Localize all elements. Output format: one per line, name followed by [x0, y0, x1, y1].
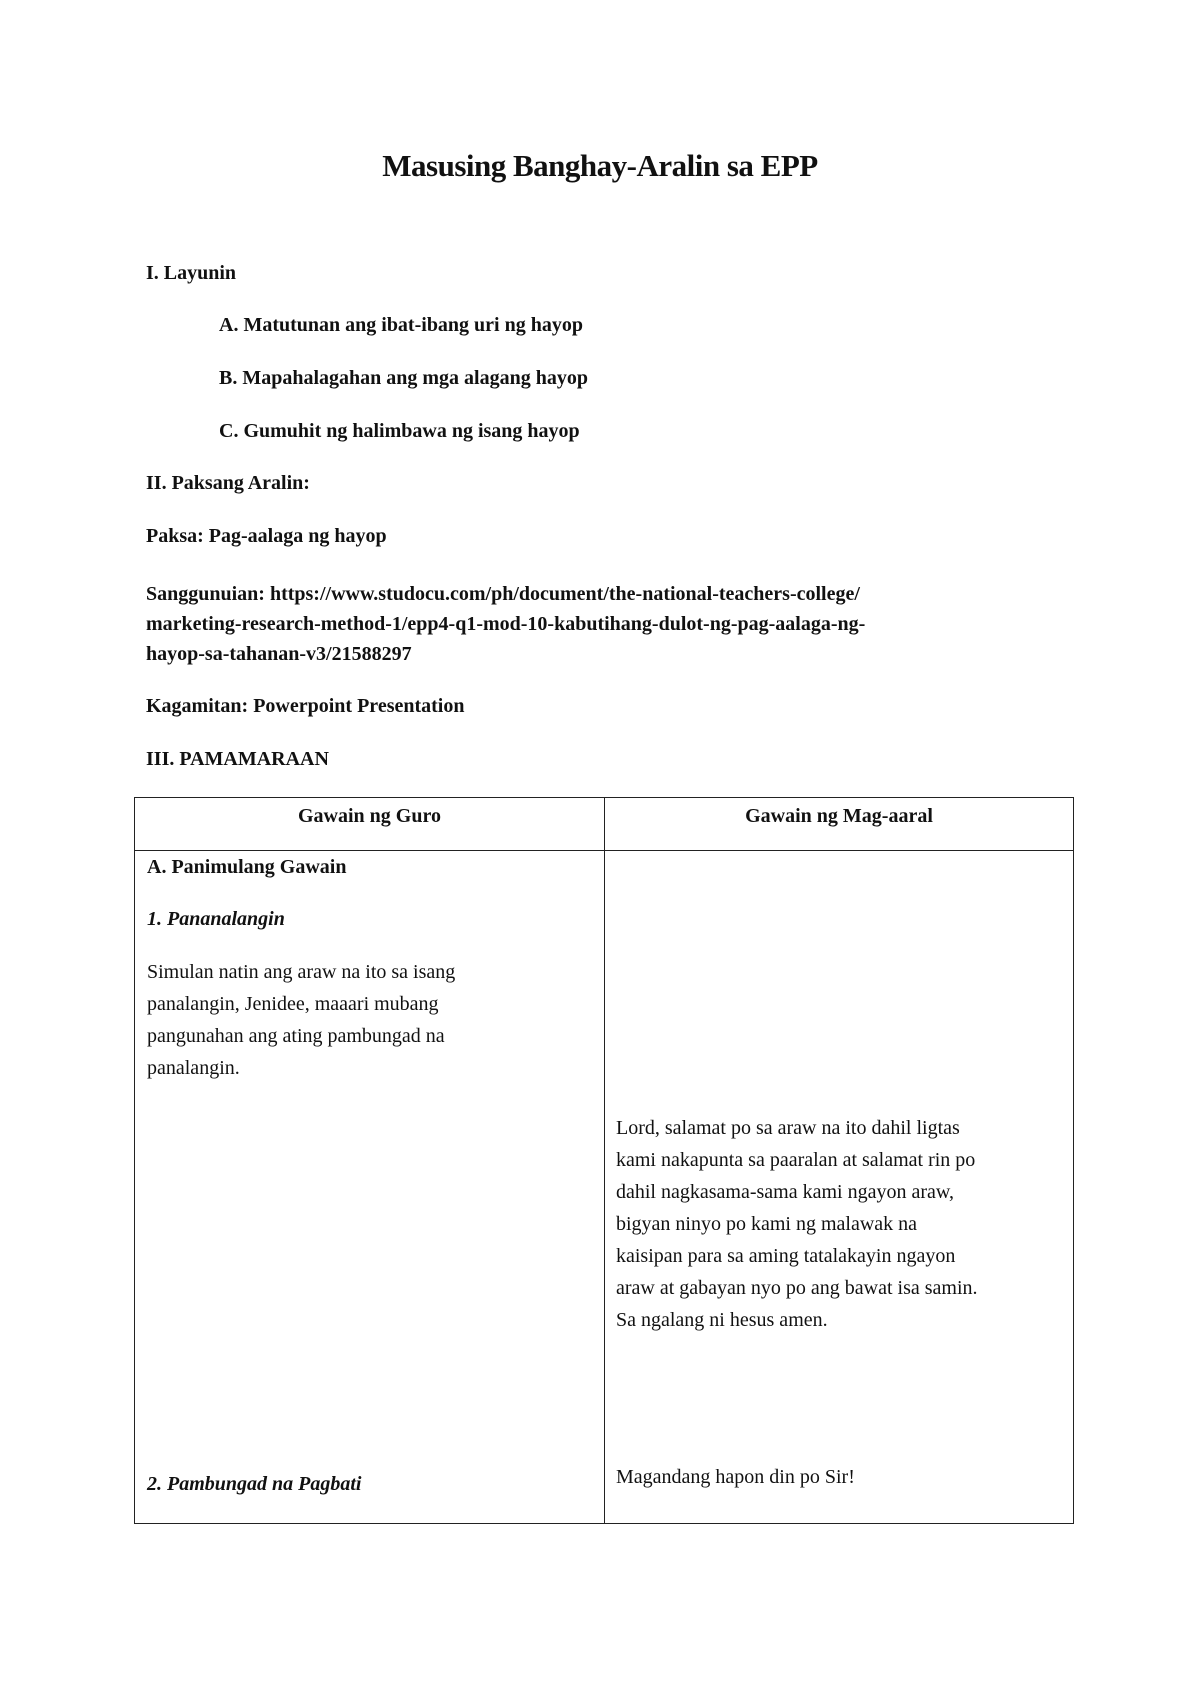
- step-pambungad-na-pagbati: 2. Pambungad na Pagbati: [147, 1473, 362, 1495]
- paragraph-line: panalangin.: [147, 1057, 240, 1079]
- section-paksang-aralin-heading: II. Paksang Aralin:: [146, 472, 310, 494]
- paragraph-line: Lord, salamat po sa araw na ito dahil ligtas: [616, 1117, 960, 1139]
- header-gawain-ng-guro: Gawain ng Guro: [298, 805, 441, 827]
- paragraph-line: panalangin, Jenidee, maaari mubang: [147, 993, 439, 1015]
- objective-b: B. Mapahalagahan ang mga alagang hayop: [219, 367, 588, 389]
- student-prayer: [616, 1112, 978, 1336]
- student-greeting: Magandang hapon din po Sir!: [616, 1466, 855, 1488]
- objective-a: A. Matutunan ang ibat-ibang uri ng hayop: [219, 314, 583, 336]
- paksa-line: Paksa: Pag-aalaga ng hayop: [146, 525, 387, 547]
- paragraph-line: bigyan ninyo po kami ng malawak na: [616, 1213, 918, 1235]
- part-a-heading: A. Panimulang Gawain: [147, 856, 347, 878]
- sanggunian-line: hayop-sa-tahanan-v3/21588297: [146, 643, 412, 665]
- pananalangin-instruction: [147, 956, 455, 1084]
- header-divider: [135, 850, 1073, 851]
- step-pananalangin: 1. Pananalangin: [147, 908, 285, 930]
- paragraph-line: dahil nagkasama-sama kami ngayon araw,: [616, 1181, 955, 1203]
- document-title: Masusing Banghay-Aralin sa EPP: [382, 148, 818, 183]
- header-gawain-ng-mag-aaral: Gawain ng Mag-aaral: [745, 805, 933, 827]
- section-layunin-heading: I. Layunin: [146, 262, 237, 284]
- paragraph-line: pangunahan ang ating pambungad na: [147, 1025, 445, 1047]
- paragraph-line: Simulan natin ang araw na ito sa isang: [147, 961, 456, 983]
- objective-c: C. Gumuhit ng halimbawa ng isang hayop: [219, 420, 580, 442]
- paragraph-line: araw at gabayan nyo po ang bawat isa samin.: [616, 1277, 978, 1299]
- column-divider: [604, 798, 605, 1523]
- paragraph-line: kaisipan para sa aming tatalakayin ngayon: [616, 1245, 956, 1267]
- paragraph-line: Sa ngalang ni hesus amen.: [616, 1309, 828, 1331]
- sanggunian-line: marketing-research-method-1/epp4-q1-mod-10-kabutihang-dulot-ng-pag-aalaga-ng-: [146, 613, 866, 635]
- sanggunian-line: Sanggunuian: https://www.studocu.com/ph/document/the-national-teachers-college/: [146, 583, 860, 605]
- paragraph-line: kami nakapunta sa paaralan at salamat rin po: [616, 1149, 976, 1171]
- sanggunian-block: [146, 579, 1046, 669]
- procedure-table: [134, 797, 1074, 1524]
- kagamitan-line: Kagamitan: Powerpoint Presentation: [146, 695, 465, 717]
- section-pamamaraan-heading: III. PAMAMARAAN: [146, 748, 329, 770]
